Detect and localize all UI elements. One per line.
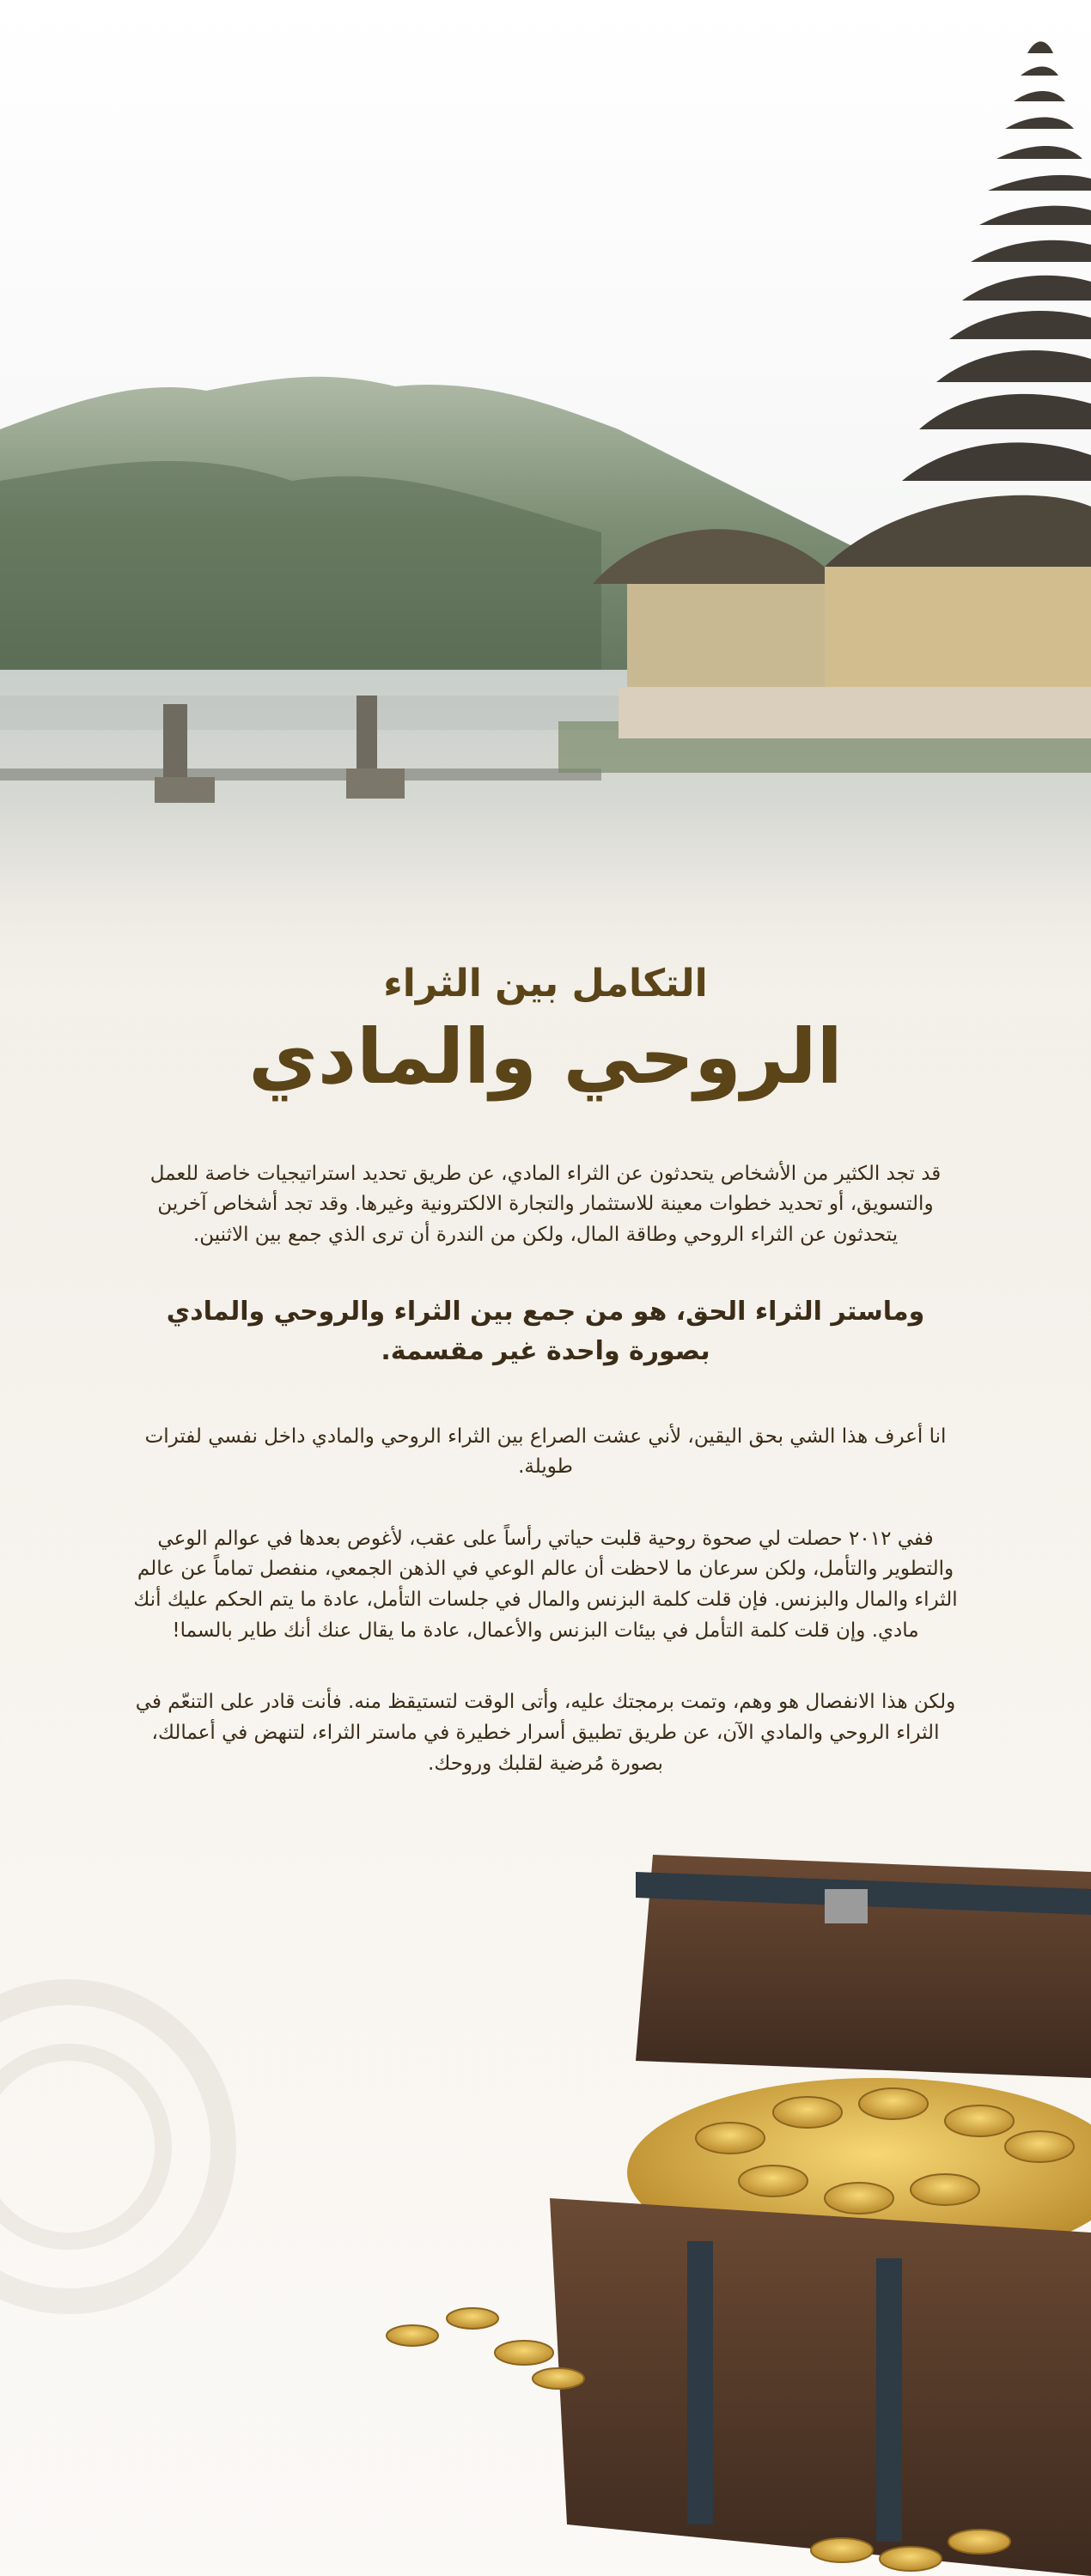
paragraph-intro: قد تجد الكثير من الأشخاص يتحدثون عن الثراء المادي، عن طريق تحديد استراتيجيات خاصة للعمل والتسويق، أو تحديد خطوات معينة للاستثمار والتجارة الالكترونية وغيرها. وقد تجد أشخاص آخرين يتحدثون عن الثراء الروحي وطاقة المال، ولكن من الندرة أن ترى الذي جمع بين الاثنين. (149, 1162, 942, 1246)
paragraph-awakening: ففي ٢٠١٢ حصلت لي صحوة روحية قلبت حياتي رأساً على عقب، لأغوص بعدها في عوالم الوعي والتطوير والتأمل، ولكن سرعان ما لاحظت أن عالم الوعي في الذهن الجمعي، منفصل تماماً عن عالم الثراء والمال والبزنس. فإن قلت كلمة البزنس والمال في جلسات التأمل، عادة ما يتم الحكم عليك أنك مادي. وإن قلت كلمة التأمل في بيئات البزنس والأعمال، عادة ما يقال عنك أنك طاير بالسما! (133, 1527, 958, 1642)
page-title: الروحي والمادي (248, 1012, 843, 1101)
page-subtitle: التكامل بين الثراء (383, 962, 708, 1005)
paragraph-certainty: انا أعرف هذا الشي بحق اليقين، لأني عشت الصراع بين الثراء الروحي والمادي داخل نفسي لفترات طويلة. (144, 1425, 947, 1479)
logo-watermark (0, 1889, 241, 2404)
highlight-statement: وماستر الثراء الحق، هو من جمع بين الثراء والروحي والمادي بصورة واحدة غير مقسمة. (166, 1296, 925, 1367)
intro-section (129, 962, 962, 1820)
paragraph-illusion: ولكن هذا الانفصال هو وهم، وتمت برمجتك عليه، وأتى الوقت لتستيقظ منه. فأنت قادر على التنعّم في الثراء الروحي والمادي الآن، عن طريق تطبيق أسرار خطيرة في ماستر الثراء، لتنهض في أعمالك، بصورة مُرضية لقلبك وروحك. (135, 1691, 956, 1775)
treasure-chest-image (361, 1838, 1091, 2576)
lake-temple-image (0, 0, 1091, 987)
